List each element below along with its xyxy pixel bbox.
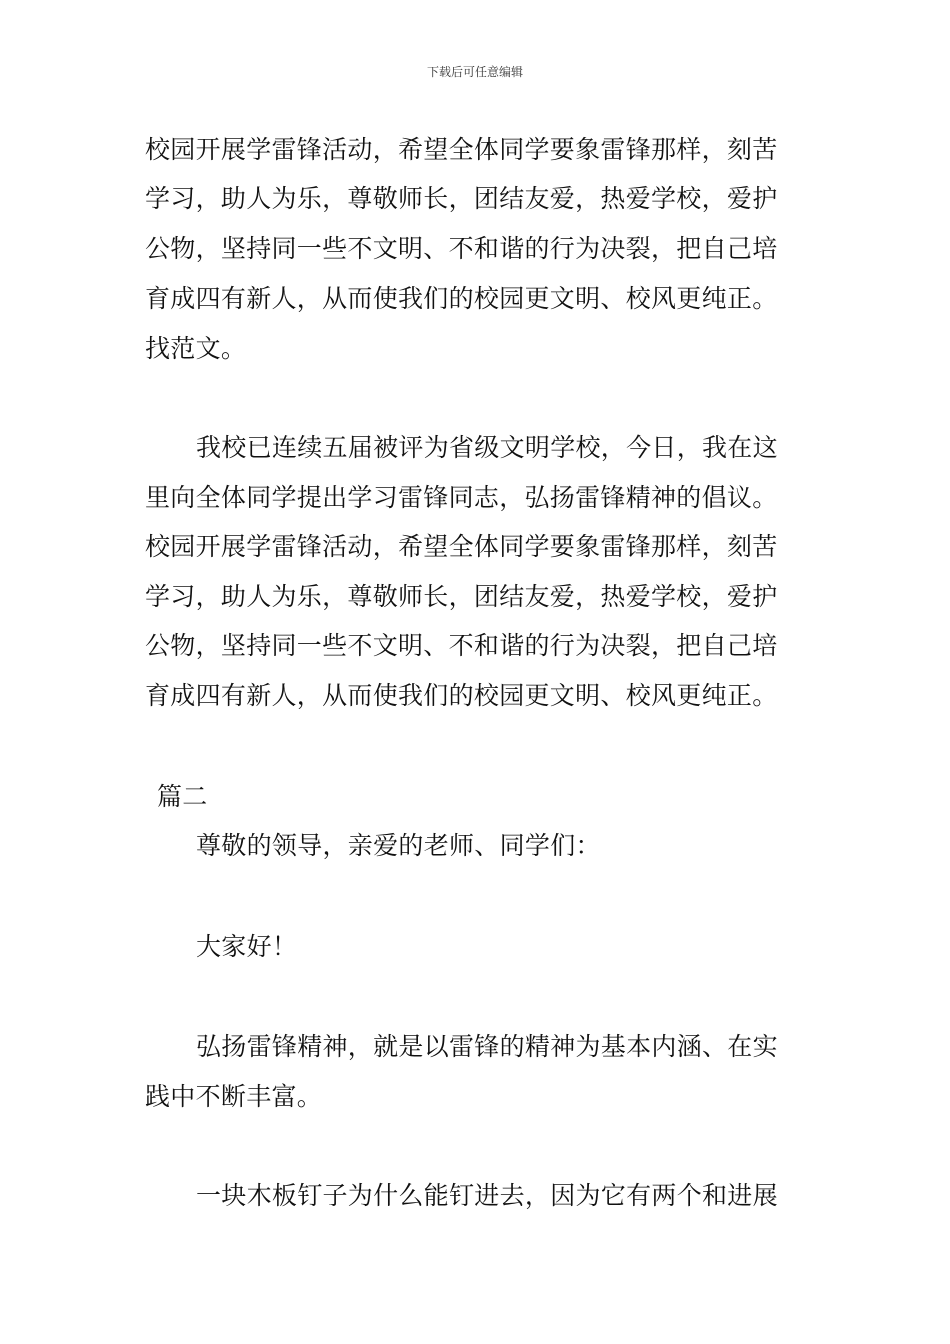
text-line: 育成四有新人，从而使我们的校园更文明、校风更纯正。	[145, 284, 778, 313]
text-line: 公物，坚持同一些不文明、不和谐的行为决裂，把自己培	[145, 631, 778, 660]
text-line: 校园开展学雷锋活动，希望全体同学要象雷锋那样，刻苦	[145, 135, 778, 164]
text-line: 里向全体同学提出学习雷锋同志，弘扬雷锋精神的倡议。	[145, 483, 778, 512]
text-line: 我校已连续五届被评为省级文明学校，今日，我在这	[196, 433, 778, 462]
text-line: 校园开展学雷锋活动，希望全体同学要象雷锋那样，刻苦	[145, 532, 778, 561]
page-header: 下载后可任意编辑	[426, 65, 523, 79]
text-line: 尊敬的领导，亲爱的老师、同学们：	[196, 831, 601, 860]
text-line: 育成四有新人，从而使我们的校园更文明、校风更纯正。	[145, 681, 778, 710]
text-line: 践中不断丰富。	[145, 1082, 323, 1111]
text-line: 找范文。	[145, 334, 247, 363]
text-line: 一块木板钉子为什么能钉进去，因为它有两个和进展	[196, 1181, 778, 1210]
section-heading: 篇二	[157, 782, 208, 811]
text-line: 公物，坚持同一些不文明、不和谐的行为决裂，把自己培	[145, 234, 778, 263]
text-line: 弘扬雷锋精神，就是以雷锋的精神为基本内涵、在实	[196, 1032, 778, 1061]
text-line: 学习，助人为乐，尊敬师长，团结友爱，热爱学校，爱护	[145, 582, 778, 611]
text-line: 学习，助人为乐，尊敬师长，团结友爱，热爱学校，爱护	[145, 184, 778, 213]
text-line: 大家好！	[196, 932, 298, 961]
